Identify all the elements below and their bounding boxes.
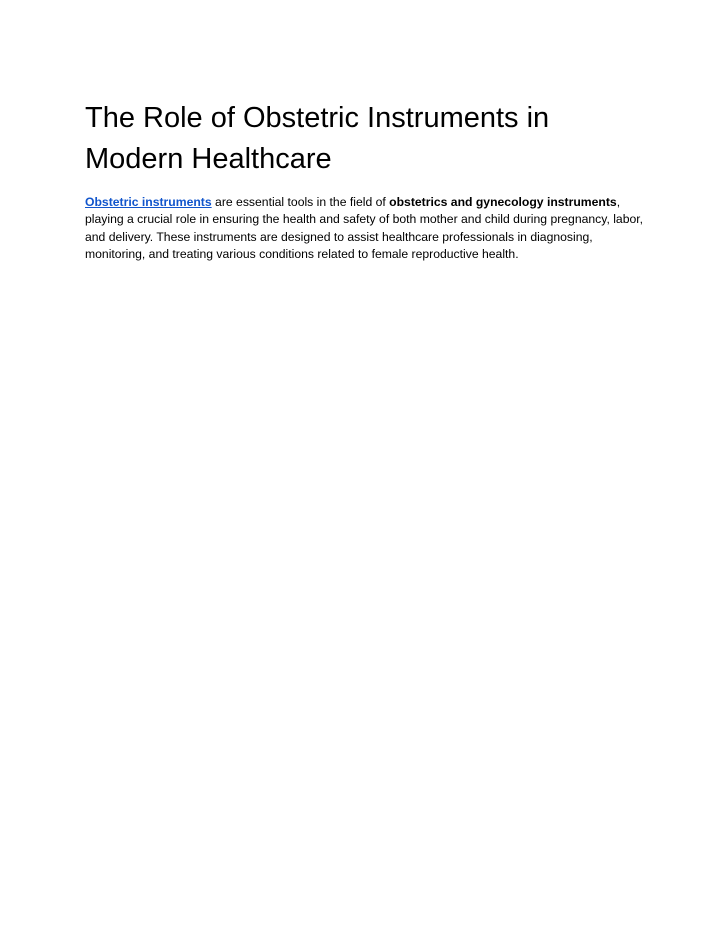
intro-text-1: are essential tools in the field of — [211, 195, 390, 209]
page-title: The Role of Obstetric Instruments in Modern Healthcare — [85, 102, 550, 175]
document-content — [85, 98, 645, 264]
obstetric-instruments-link[interactable]: Obstetric instruments — [85, 195, 212, 209]
intro-bold-term: obstetrics and gynecology instruments — [389, 195, 617, 209]
intro-text-2: , playing a crucial role in ensuring the health and safety of both mother and child during pregnancy, labor, and delivery. These instruments are designed to assist healthcare professionals in diagnosing, monitoring, and treating various conditions related to female reproductive health. — [85, 195, 644, 262]
intro-paragraph — [85, 194, 645, 264]
